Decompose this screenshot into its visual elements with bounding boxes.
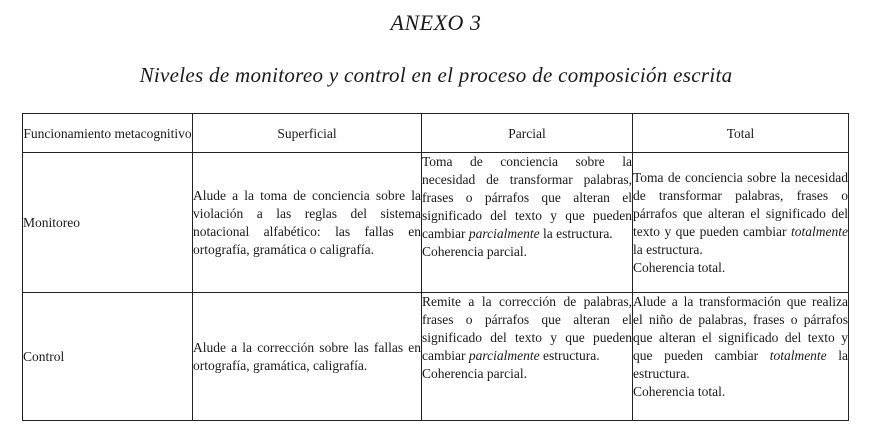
coherence-text: Coherencia parcial. xyxy=(422,244,527,259)
row-label-control: Control xyxy=(23,293,193,421)
annex-title: ANEXO 3 xyxy=(390,10,482,35)
table-header-row xyxy=(23,114,849,153)
table-row-control xyxy=(23,293,849,421)
coherence-text: Coherencia parcial. xyxy=(422,366,527,381)
cell-text: la estructura. xyxy=(542,226,613,241)
cell-monitoreo-parcial xyxy=(422,153,633,293)
cell-text: la estructura. xyxy=(633,348,849,381)
cell-text: la estructura. xyxy=(633,241,703,257)
cell-control-parcial xyxy=(422,293,633,421)
cell-monitoreo-total xyxy=(633,153,849,293)
cell-text: estructura. xyxy=(542,348,600,363)
emphasis-text: parcialmente xyxy=(468,348,540,363)
coherence-text: Coherencia total. xyxy=(633,259,726,275)
cell-text: Remite a la corrección de palabras, frases o párrafos que alteran el significado del texto y que pueden cambiar xyxy=(422,294,632,363)
cell-text: Toma de conciencia sobre la necesidad de transformar palabras, frases o párrafos que alteran el significado del texto y que pueden cambiar xyxy=(633,169,848,239)
coherence-text: Coherencia total. xyxy=(633,384,726,399)
emphasis-text: totalmente xyxy=(769,348,827,363)
document-title: Niveles de monitoreo y control en el proceso de composición escrita xyxy=(139,63,733,87)
cell-text: Alude a la transformación que realiza el niño de palabras, frases o párrafos que alteran el significado del texto y que pueden cambiar xyxy=(633,294,848,363)
table-row-monitoreo xyxy=(23,153,849,293)
metacognitive-levels-table xyxy=(22,113,849,421)
header-metacognitive-function: Funcionamiento metacognitivo xyxy=(23,114,193,153)
header-parcial: Parcial xyxy=(422,114,633,153)
cell-monitoreo-superficial: Alude a la toma de conciencia sobre la violación a las reglas del sistema notacional alfabético: las fallas en ortografía, gramática o caligrafía. xyxy=(193,153,422,293)
cell-control-superficial: Alude a la corrección sobre las fallas en ortografía, gramática, caligrafía. xyxy=(193,293,422,421)
row-label-monitoreo: Monitoreo xyxy=(23,153,193,293)
header-total: Total xyxy=(633,114,849,153)
emphasis-text: parcialmente xyxy=(468,226,540,241)
cell-text: Toma de conciencia sobre la necesidad de transformar palabras, frases o párrafos que alteran el significado del texto y que pueden cambiar xyxy=(422,154,632,241)
emphasis-text: totalmente xyxy=(791,223,848,239)
cell-control-total xyxy=(633,293,849,421)
header-superficial: Superficial xyxy=(193,114,422,153)
